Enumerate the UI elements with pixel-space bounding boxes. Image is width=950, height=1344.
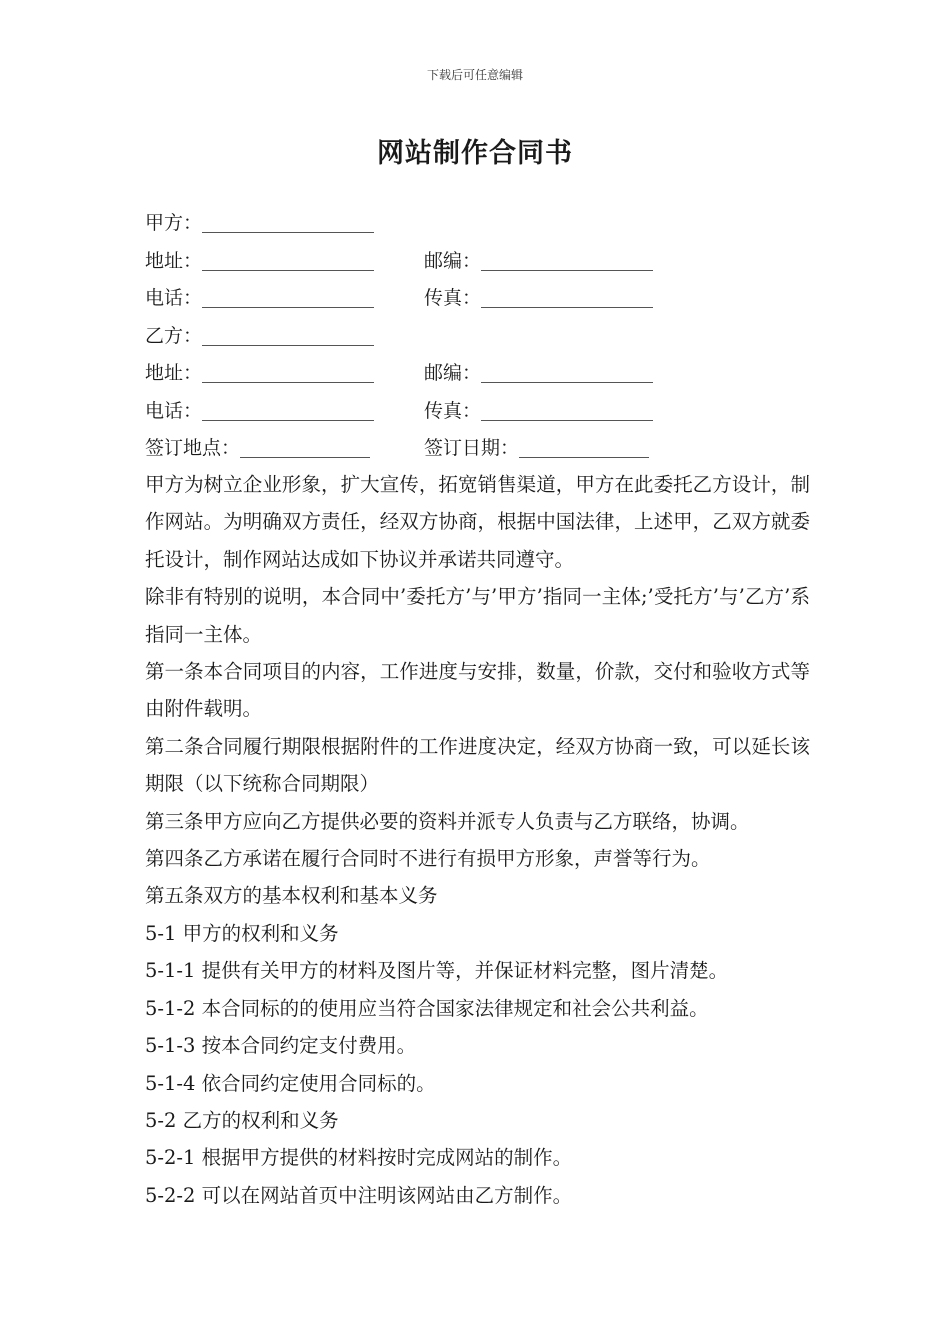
party-a-phone-field (145, 283, 374, 313)
clause-5-1-4: 5-1-4 依合同约定使用合同标的。 (145, 1071, 436, 1095)
party-a-fax-label: 传真： (424, 287, 482, 309)
sign-date-blank[interactable] (519, 433, 649, 458)
sign-place-blank[interactable] (240, 433, 370, 458)
party-b-phone-label: 电话： (145, 399, 203, 422)
party-b-postcode-blank[interactable] (481, 358, 653, 383)
paragraph-intro: 甲方为树立企业形象，扩大宣传，拓宽销售渠道，甲方在此委托乙方设计，制作网站。为明确双方责任，经双方协商，根据中国法律，上述甲，乙双方就委托设计，制作网站达成如下协议并承诺共同遵守。 (145, 473, 810, 571)
sign-date-label: 签订日期： (424, 437, 520, 459)
party-b-phone-field (145, 396, 374, 426)
field-row (145, 433, 825, 471)
clause-5-1-2: 5-1-2 本合同标的的使用应当符合国家法律规定和社会公共利益。 (145, 996, 709, 1020)
party-a-fax-blank[interactable] (481, 283, 653, 308)
field-row (145, 358, 825, 396)
clause-5-2-2: 5-2-2 可以在网站首页中注明该网站由乙方制作。 (145, 1183, 573, 1207)
party-a-address-blank[interactable] (202, 246, 374, 271)
party-a-phone-label: 电话： (145, 287, 203, 309)
document-title: 网站制作合同书 (377, 138, 573, 169)
clause-5-2-1: 5-2-1 根据甲方提供的材料按时完成网站的制作。 (145, 1146, 573, 1170)
clause-5-1-3: 5-1-3 按本合同约定支付费用。 (145, 1034, 417, 1058)
field-row (145, 208, 825, 246)
paragraph-article-2: 第二条合同履行期限根据附件的工作进度决定，经双方协商一致，可以延长该期限（以下统称合同期限） (145, 734, 810, 796)
field-row (145, 283, 825, 321)
party-b-label: 乙方： (145, 324, 203, 347)
party-a-postcode-label: 邮编： (424, 249, 482, 272)
paragraph-definitions: 除非有特别的说明，本合同中’委托方’与’甲方’指同一主体;’受托方’与’乙方’系指同一主体。 (145, 585, 810, 646)
sign-place-label: 签订地点： (145, 437, 241, 459)
party-b-fax-label: 传真： (424, 399, 482, 422)
party-a-address-field (145, 246, 374, 276)
party-b-fax-blank[interactable] (481, 396, 653, 421)
party-b-address-label: 地址： (145, 362, 203, 384)
sign-date-field (424, 433, 649, 463)
party-a-phone-blank[interactable] (202, 283, 374, 308)
field-row (145, 396, 825, 434)
party-a-blank[interactable] (202, 208, 374, 233)
party-b-postcode-label: 邮编： (424, 362, 482, 384)
party-a-fax-field (424, 283, 653, 313)
paragraph-article-1: 第一条本合同项目的内容，工作进度与安排，数量，价款，交付和验收方式等由附件载明。 (145, 660, 810, 721)
party-b-phone-blank[interactable] (202, 396, 374, 421)
party-a-postcode-field (424, 246, 653, 276)
party-b-fax-field (424, 396, 653, 426)
party-b-address-field (145, 358, 374, 388)
contract-body (145, 466, 810, 1214)
field-row (145, 246, 825, 284)
party-info-fields (145, 208, 825, 471)
paragraph-article-4: 第四条乙方承诺在履行合同时不进行有损甲方形象，声誉等行为。 (145, 847, 711, 871)
party-b-field (145, 321, 374, 351)
clause-5-1-1: 5-1-1 提供有关甲方的材料及图片等，并保证材料完整，图片清楚。 (145, 959, 729, 983)
party-a-address-label: 地址： (145, 249, 203, 272)
sign-place-field (145, 433, 370, 463)
paragraph-article-3: 第三条甲方应向乙方提供必要的资料并派专人负责与乙方联络，协调。 (145, 809, 750, 833)
party-b-address-blank[interactable] (202, 358, 374, 383)
party-b-blank[interactable] (202, 321, 374, 346)
header-note: 下载后可任意编辑 (426, 68, 523, 82)
paragraph-article-5: 第五条双方的基本权利和基本义务 (145, 884, 438, 908)
party-b-postcode-field (424, 358, 653, 388)
party-a-field (145, 208, 374, 238)
party-a-postcode-blank[interactable] (481, 246, 653, 271)
field-row (145, 321, 825, 359)
party-a-label: 甲方： (145, 212, 203, 234)
clause-5-2: 5-2 乙方的权利和义务 (145, 1108, 339, 1132)
clause-5-1: 5-1 甲方的权利和义务 (145, 921, 339, 945)
